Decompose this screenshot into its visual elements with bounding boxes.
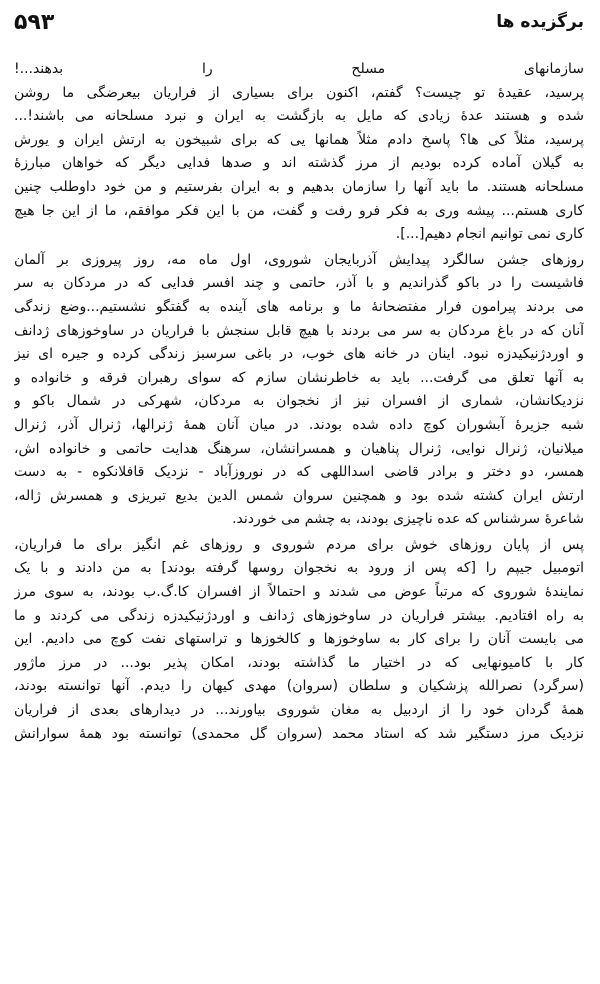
page-number: ۵۹۳ — [14, 10, 55, 35]
text-line: به آنها تعلق می گرفت... باید به خاطرنشان سازم که سوای رهبران فرقه و خانواده و — [14, 369, 584, 386]
running-title: برگزیده ها — [496, 12, 584, 32]
text-line: شده و هستند عدهٔ زیادی که مایل به بازگشت به ایران و نبرد مسلحانه می باشند!... — [14, 108, 584, 125]
text-line: آنان که در باغ مردکان به سر می بردند با هیچ قابل سنجش با فراریان در ساوخوزهای ژدانف — [14, 322, 584, 339]
text-line: کار با کامیونهایی که در اختیار ما گذاشته بودند، امکان پذیر بود... در مرز ماژور — [14, 654, 584, 671]
text-line: میلانیان، ژنرال نوایی، ژنرال پناهیان و همسرانشان، سرهنگ هدایت حاتمی و خانواده اش، — [14, 440, 584, 457]
text-line: همسر، دو دختر و برادر قاضی اسداللهی که در نوروزآباد - نزدیک قافلانکوه - به دست — [14, 464, 584, 481]
text-line: می بردند پیرامون فرار مفتضحانهٔ ما و برنامه های آینده به گفتگو نشستیم...وضع زندگی — [14, 298, 584, 315]
text-line: پرسید، مثلاً کی ها؟ پاسخ دادم مثلاً همانها یی که برای شبیخون به ارتش ایران و یورش — [14, 131, 584, 148]
text-line: نمایندهٔ شوروی که مرتباً عوض می شدند و احتمالاً از افسران کا.گ.ب بودند، به سوی مرز — [14, 584, 584, 601]
text-line: اتومبیل جیپم را [که پس از ورود به نخجوان روسها گرفته بودند] به من دادند و با یک — [14, 560, 584, 577]
text-line: نزدیکانشان، شماری از افسران نیز از نخجوان به مردکان، شهرکی در شمال باکو و — [14, 393, 584, 410]
text-line: به راه افتادیم. بیشتر فراریان در ساوخوزهای ژدانف و اوردژنیکیدزه زندگی می کردند و ما — [14, 607, 584, 624]
text-line: مسلحانه هستند. ما باید آنها را سازمان بدهیم و به ایران بفرستیم و من خود داوطلب چنین — [14, 178, 584, 195]
text-line: پس از پایان روزهای خوش برای مردم شوروی و روزهای غم انگیز برای ما فراریان، — [14, 536, 584, 553]
text-line: به گیلان آماده کرده بودیم از مرز گذشته اند و صدها فدایی دیگر که خواهان مبارزهٔ — [14, 155, 584, 172]
body-text — [14, 58, 584, 746]
text-line: نزدیک مرز دستگیر شد که استاد محمد (سروان گل محمدی) توانسته بود همهٔ سوارانش — [14, 725, 584, 742]
text-line: شاعرهٔ سرشناس که عده ناچیزی بودند، به چشم می خوردند. — [232, 511, 584, 528]
text-line: سازمانهای مسلح را بدهند...! — [14, 61, 584, 77]
text-line: کاری هستم... پیشه وری به فکر فرو رفت و گفت، من با این فکر موافقم، ما از این جا هیچ — [14, 202, 584, 219]
text-line: ارتش ایران کشته شده بود و همچنین سروان شمس الدین بدیع تبریزی و همسرش ژاله، — [14, 487, 584, 504]
text-line: کاری نمی توانیم انجام دهیم[...]. — [395, 226, 584, 243]
text-line: شبه جزیرهٔ آبشوران کوچ داده شده بودند. در میان آنان همهٔ ژنرالها، ژنرال آذر، ژنرال — [14, 416, 584, 433]
text-line: (سرگرد) نصرالله پزشکیان و سلطان (سروان) مهدی کیهان را دیدم. آنها توانسته بودند، — [14, 678, 584, 695]
text-line: همهٔ گردان خود را از اردبیل به مغان شوروی بیاورند... در دیدارهای بعدی از فراریان — [14, 702, 584, 719]
page-header — [14, 10, 584, 44]
text-line: پرسید، عقیدهٔ تو چیست؟ گفتم، اکنون برای بسیاری از فراریان بیعرضگی ما روشن — [14, 84, 584, 101]
text-line: روزهای جشن سالگرد پیدایش آذربایجان شوروی، اول ماه مه، روز پیروزی بر آلمان — [14, 251, 584, 268]
text-line: فاشیست را در باکو گذراندیم و با آذر، حاتمی و چند افسر فدایی که در مردکان به سر — [14, 275, 584, 292]
text-line: و اوردژنیکیدزه نبود. اینان در خانه های خوب، در باغی سرسبز زندگی کرده و جیره ای نیز — [14, 346, 584, 363]
text-line: می بایست آنان را برای کار به ساوخوزها و کالخوزها و تراستهای نفت کوچ می دادیم. این — [14, 631, 584, 648]
